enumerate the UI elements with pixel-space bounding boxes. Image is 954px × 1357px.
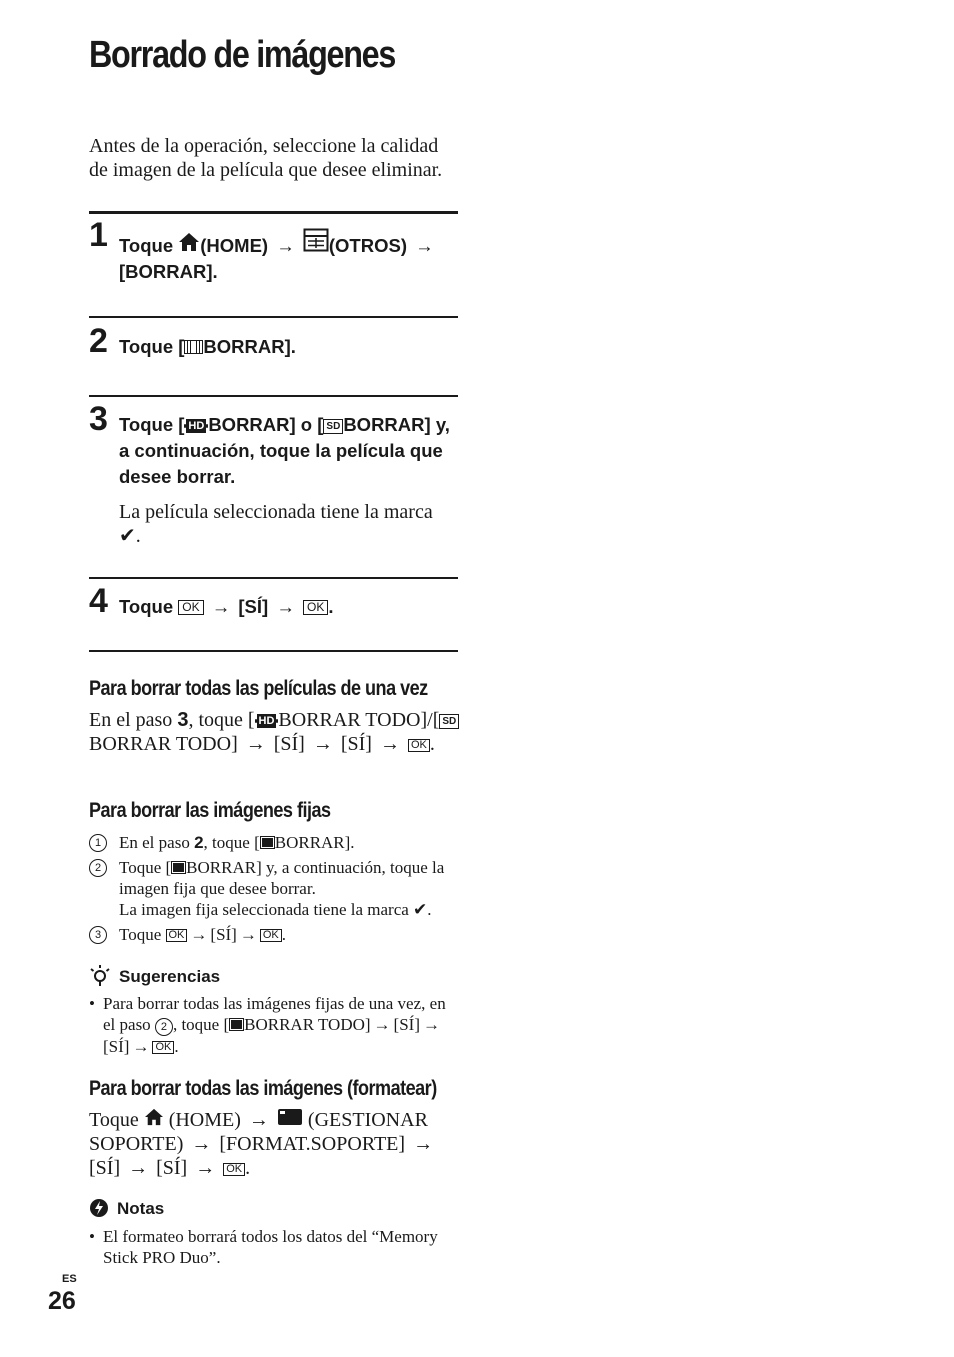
section-heading: Para borrar las imágenes fijas (89, 799, 331, 822)
list-item (89, 832, 459, 854)
text-part: Toque (89, 1109, 139, 1131)
all-movies-text: En el paso 3, toque [ HD BORRAR TODO]/[ SDBORRAR TODO] → [SÍ] → [SÍ] → OK . (89, 708, 461, 756)
text-part: Toque (119, 925, 162, 944)
step-circle-icon: 1 (89, 834, 107, 852)
text-part: BORRAR TODO]/[ (278, 709, 440, 731)
ok-button-icon: OK (303, 600, 328, 615)
warning-icon (89, 1205, 109, 1222)
media-icon (277, 1109, 303, 1131)
hd-icon: HD (184, 419, 208, 433)
text-part: BORRAR TODO] (244, 1015, 371, 1034)
list-item (89, 924, 459, 946)
tips-heading: Sugerencias (119, 967, 221, 986)
tips-heading-row (89, 964, 220, 993)
arrow-icon: → (190, 925, 208, 944)
arrow-icon: → (128, 1157, 149, 1179)
si-label: [SÍ] (103, 1037, 130, 1056)
step-ref: 2 (194, 833, 204, 852)
borrar-label: [BORRAR]. (119, 261, 218, 282)
ok-button-icon: OK (223, 1163, 245, 1176)
text-part: En el paso (89, 709, 173, 731)
arrow-icon: → (415, 235, 434, 256)
step-number: 2 (89, 322, 108, 360)
home-icon (144, 1109, 164, 1131)
bullet-icon: • (89, 1227, 95, 1246)
list-item (89, 857, 459, 923)
otros-label: (OTROS) (328, 235, 407, 256)
step-number: 1 (89, 216, 108, 254)
section-heading: Para borrar todas las películas de una vez (89, 677, 428, 700)
step-3-note: La película seleccionada tiene la marca ✔. (119, 501, 433, 547)
text-part: , toque [ (188, 709, 255, 731)
si-label: [SÍ] (156, 1157, 188, 1179)
lightbulb-icon (89, 975, 111, 992)
step-ref: 3 (177, 709, 189, 731)
tip-bullet (89, 993, 459, 1059)
text-part: BORRAR]. (274, 833, 355, 852)
arrow-icon: → (423, 1015, 440, 1034)
si-label: [SÍ] (273, 733, 305, 755)
step-circle-icon: 2 (155, 1018, 173, 1036)
arrow-icon: → (379, 733, 400, 755)
step-1-word: Toque (119, 235, 174, 256)
arrow-icon: → (132, 1037, 150, 1056)
text-part: BORRAR TODO] (89, 733, 238, 755)
section-divider (89, 650, 458, 652)
section-heading: Para borrar todas las imágenes (formatear) (89, 1077, 437, 1100)
step-divider (89, 211, 458, 214)
step-2-prefix: Toque [ (119, 336, 185, 357)
ok-button-icon: OK (166, 929, 188, 942)
step-2-suffix: BORRAR]. (203, 336, 296, 357)
note-text: El formateo borrará todos los datos del “Memory Stick PRO Duo”. (103, 1227, 438, 1267)
home-label: (HOME) (168, 1109, 241, 1131)
arrow-icon: → (245, 733, 266, 755)
note-bullet (89, 1226, 459, 1270)
text-part: , toque [ (172, 1015, 230, 1034)
photo-icon (229, 1018, 244, 1031)
arrow-icon: → (211, 596, 231, 617)
tip-text: Para borrar todas las imágenes fijas de una vez, en el paso 2 , toque [ BORRAR TODO] → [SÍ] →[SÍ] → OK . (103, 994, 446, 1056)
check-icon: ✔ (413, 900, 428, 919)
text-part: BORRAR] y, a continuación, toque la imagen fija que desee borrar. (119, 858, 445, 898)
step-4-prefix: Toque (119, 596, 174, 617)
ok-button-icon: OK (260, 929, 282, 942)
text-part: , toque [ (203, 833, 260, 852)
photo-icon (260, 836, 275, 849)
step-3-mid2: BORRAR] (343, 414, 431, 435)
sd-icon: SD (323, 419, 343, 434)
step-2-text (119, 334, 464, 360)
si-label: [SÍ] (89, 1157, 121, 1179)
si-label: [SÍ] (340, 733, 372, 755)
hd-icon: HD (255, 714, 279, 728)
step-3-rest: y, a continuación, toque la película que desee borrar. (119, 414, 450, 487)
arrow-icon: → (248, 1109, 269, 1131)
ok-button-icon: OK (152, 1041, 174, 1054)
home-label: (HOME) (200, 235, 269, 256)
text-part: La imagen fija seleccionada tiene la marca (119, 900, 409, 919)
page-title: Borrado de imágenes (89, 34, 396, 76)
arrow-icon: → (276, 596, 295, 617)
list-item-text: Toque [ BORRAR] y, a continuación, toque la imagen fija que desee borrar. La imagen fija seleccionada tiene la marca ✔. (119, 858, 445, 919)
otros-icon (303, 235, 329, 256)
step-circle-icon: 3 (89, 926, 107, 944)
step-circle-icon: 2 (89, 859, 107, 877)
si-label: [SÍ] (238, 596, 269, 617)
intro-text: Antes de la operación, seleccione la calidad de imagen de la película que desee eliminar. (89, 135, 443, 181)
step-divider (89, 395, 458, 397)
text-part: En el paso (119, 833, 190, 852)
page-number: 26 (48, 1287, 76, 1315)
photo-icon (171, 861, 186, 874)
si-label: [SÍ] (210, 925, 237, 944)
ok-button-icon: OK (178, 600, 203, 615)
arrow-icon: → (373, 1015, 391, 1034)
sd-icon: SD (439, 714, 459, 729)
text-part: [FORMAT.SOPORTE] (219, 1133, 406, 1155)
step-1-text (119, 228, 464, 285)
text-part: Para borrar todas las imágenes fijas de una vez, en el paso (103, 994, 446, 1034)
home-icon (178, 235, 200, 256)
step-4-text: Toque OK → [SÍ] → OK . (119, 594, 464, 620)
arrow-icon: → (276, 235, 295, 256)
language-code: ES (62, 1273, 77, 1285)
list-item-text: Toque OK → [SÍ] → OK . (119, 925, 287, 944)
step-number: 4 (89, 582, 108, 620)
step-3-note-text: La película seleccionada tiene la marca (119, 501, 433, 523)
arrow-icon: → (191, 1133, 212, 1155)
film-icon (184, 340, 203, 354)
si-label: [SÍ] (393, 1015, 420, 1034)
ok-button-icon: OK (408, 739, 430, 752)
step-divider (89, 577, 458, 579)
format-text: Toque (HOME) → (GESTIONAR SOPORTE) → [FORMAT.SOPORTE] → [SÍ] → [SÍ] → OK . (89, 1109, 434, 1179)
arrow-icon: → (413, 1133, 434, 1155)
step-3-text (119, 412, 464, 490)
arrow-icon: → (312, 733, 333, 755)
arrow-icon: → (239, 925, 257, 944)
arrow-icon: → (195, 1157, 216, 1179)
step-number: 3 (89, 400, 108, 438)
text-part: Toque [ (119, 858, 172, 877)
bullet-icon: • (89, 994, 95, 1013)
step-3-prefix: Toque [ (119, 414, 185, 435)
notes-heading-row (89, 1198, 164, 1223)
notes-heading: Notas (117, 1199, 165, 1218)
step-3-mid: BORRAR] o [ (208, 414, 324, 435)
check-icon: ✔ (119, 525, 136, 547)
text-part: (GESTIONAR SOPORTE) (89, 1109, 428, 1155)
list-item-text (119, 832, 464, 853)
step-divider (89, 316, 458, 318)
